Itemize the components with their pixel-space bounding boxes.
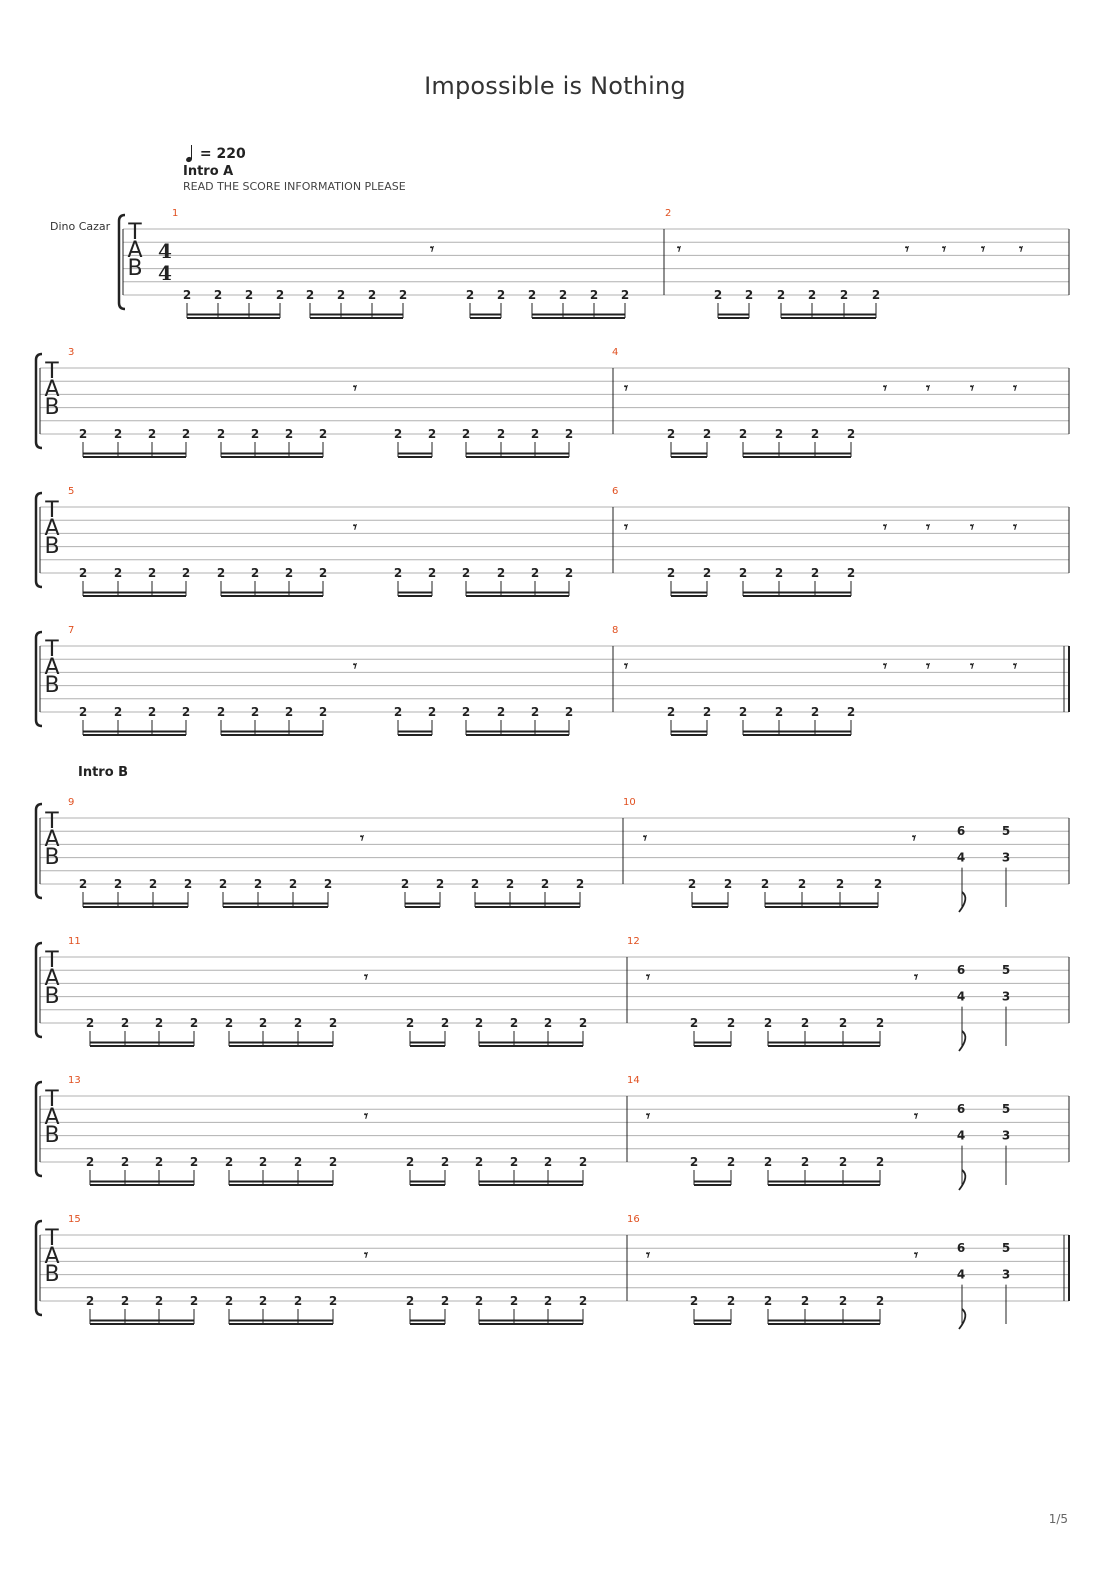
eighth-rest: 𝄾: [970, 518, 974, 536]
fret-number: 2: [589, 288, 599, 302]
bar-number: 16: [627, 1214, 640, 1225]
fret-number: 2: [244, 288, 254, 302]
fret-number: 2: [543, 1016, 553, 1030]
tab-letter-b: B: [44, 845, 60, 870]
bar-number: 11: [68, 936, 81, 947]
fret-number: 2: [527, 288, 537, 302]
fret-number: 2: [440, 1016, 450, 1030]
eighth-rest: 𝄾: [912, 829, 916, 847]
fret-number: 2: [189, 1294, 199, 1308]
fret-number: 2: [800, 1016, 810, 1030]
fret-number: 2: [726, 1016, 736, 1030]
tab-letter-a: A: [44, 1244, 60, 1269]
fret-number: 2: [427, 566, 437, 580]
tempo-value: = 220: [199, 146, 246, 162]
tab-letter-t: T: [45, 1226, 59, 1251]
eighth-rest: 𝄾: [364, 968, 368, 986]
fret-number: 2: [838, 1294, 848, 1308]
bar-number: 1: [172, 208, 179, 219]
chord-fret-upper: 6: [956, 1102, 966, 1117]
fret-number: 2: [393, 566, 403, 580]
eighth-rest: 𝄾: [914, 1107, 918, 1125]
fret-number: 2: [763, 1155, 773, 1169]
eighth-rest: 𝄾: [646, 1246, 650, 1264]
fret-number: 2: [147, 705, 157, 719]
tab-letter-t: T: [45, 498, 59, 523]
chord-fret-upper: 6: [956, 963, 966, 978]
fret-number: 2: [530, 705, 540, 719]
eighth-rest: 𝄾: [883, 518, 887, 536]
fret-number: 2: [873, 877, 883, 891]
fret-number: 2: [689, 1294, 699, 1308]
fret-number: 2: [258, 1294, 268, 1308]
fret-number: 2: [689, 1155, 699, 1169]
fret-number: 2: [253, 877, 263, 891]
fret-number: 2: [578, 1294, 588, 1308]
fret-number: 2: [258, 1155, 268, 1169]
fret-number: 2: [509, 1155, 519, 1169]
fret-number: 2: [284, 566, 294, 580]
fret-number: 2: [578, 1155, 588, 1169]
fret-number: 2: [78, 877, 88, 891]
fret-number: 2: [154, 1155, 164, 1169]
fret-number: 2: [120, 1016, 130, 1030]
fret-number: 2: [284, 427, 294, 441]
tab-letter-a: A: [44, 377, 60, 402]
fret-number: 2: [871, 288, 881, 302]
fret-number: 2: [154, 1016, 164, 1030]
eighth-rest: 𝄾: [926, 518, 930, 536]
tab-letter-b: B: [127, 256, 143, 281]
fret-number: 2: [393, 705, 403, 719]
fret-number: 2: [120, 1155, 130, 1169]
fret-number: 2: [284, 705, 294, 719]
fret-number: 2: [810, 566, 820, 580]
tab-letter-b: B: [44, 395, 60, 420]
fret-number: 2: [564, 566, 574, 580]
fret-number: 2: [875, 1016, 885, 1030]
fret-number: 2: [470, 877, 480, 891]
fret-number: 2: [846, 427, 856, 441]
fret-number: 2: [474, 1294, 484, 1308]
fret-number: 2: [78, 705, 88, 719]
fret-number: 2: [558, 288, 568, 302]
fret-number: 2: [713, 288, 723, 302]
fret-number: 2: [328, 1294, 338, 1308]
eighth-rest: 𝄾: [1019, 240, 1023, 258]
eighth-rest: 𝄾: [353, 518, 357, 536]
fret-number: 2: [147, 427, 157, 441]
eighth-rest: 𝄾: [624, 379, 628, 397]
fret-number: 2: [838, 1155, 848, 1169]
fret-number: 2: [496, 427, 506, 441]
chord-fret-upper: 5: [1001, 824, 1011, 839]
score-title: Impossible is Nothing: [424, 72, 686, 100]
bar-number: 7: [68, 625, 75, 636]
tab-letter-b: B: [44, 673, 60, 698]
chord-fret-upper: 5: [1001, 1102, 1011, 1117]
bar-number: 6: [612, 486, 619, 497]
eighth-rest: 𝄾: [360, 829, 364, 847]
fret-number: 2: [810, 705, 820, 719]
eighth-rest: 𝄾: [353, 379, 357, 397]
fret-number: 2: [154, 1294, 164, 1308]
eighth-rest: 𝄾: [643, 829, 647, 847]
fret-number: 2: [275, 288, 285, 302]
fret-number: 2: [465, 288, 475, 302]
fret-number: 2: [288, 877, 298, 891]
chord-fret-lower: 3: [1001, 1128, 1011, 1143]
fret-number: 2: [189, 1155, 199, 1169]
fret-number: 2: [293, 1155, 303, 1169]
fret-number: 2: [763, 1294, 773, 1308]
fret-number: 2: [776, 288, 786, 302]
eighth-rest: 𝄾: [677, 240, 681, 258]
eighth-rest: 𝄾: [624, 518, 628, 536]
bar-number: 8: [612, 625, 619, 636]
fret-number: 2: [405, 1294, 415, 1308]
fret-number: 2: [113, 877, 123, 891]
fret-number: 2: [509, 1294, 519, 1308]
eighth-rest: 𝄾: [646, 1107, 650, 1125]
fret-number: 2: [875, 1294, 885, 1308]
eighth-rest: 𝄾: [364, 1107, 368, 1125]
fret-number: 2: [213, 288, 223, 302]
tab-letter-a: A: [44, 655, 60, 680]
chord-fret-lower: 4: [956, 1128, 966, 1143]
bar-number: 4: [612, 347, 619, 358]
eighth-rest: 𝄾: [981, 240, 985, 258]
fret-number: 2: [461, 566, 471, 580]
fret-number: 2: [702, 705, 712, 719]
fret-number: 2: [393, 427, 403, 441]
fret-number: 2: [689, 1016, 699, 1030]
fret-number: 2: [461, 705, 471, 719]
chord-fret-lower: 3: [1001, 989, 1011, 1004]
tab-letter-a: A: [44, 1105, 60, 1130]
chord-fret-lower: 3: [1001, 850, 1011, 865]
fret-number: 2: [250, 566, 260, 580]
fret-number: 2: [800, 1155, 810, 1169]
fret-number: 2: [181, 705, 191, 719]
tab-letter-a: A: [127, 238, 143, 263]
fret-number: 2: [543, 1155, 553, 1169]
fret-number: 2: [846, 705, 856, 719]
eighth-rest: 𝄾: [942, 240, 946, 258]
fret-number: 2: [147, 566, 157, 580]
eighth-rest: 𝄾: [926, 379, 930, 397]
fret-number: 2: [405, 1155, 415, 1169]
chord-fret-upper: 5: [1001, 963, 1011, 978]
eighth-rest: 𝄾: [1013, 379, 1017, 397]
eighth-rest: 𝄾: [914, 968, 918, 986]
fret-number: 2: [846, 566, 856, 580]
fret-number: 2: [760, 877, 770, 891]
fret-number: 2: [258, 1016, 268, 1030]
section-intro-b: Intro B: [78, 765, 129, 780]
fret-number: 2: [726, 1294, 736, 1308]
score-info-note: READ THE SCORE INFORMATION PLEASE: [183, 180, 406, 193]
fret-number: 2: [183, 877, 193, 891]
fret-number: 2: [427, 705, 437, 719]
fret-number: 2: [726, 1155, 736, 1169]
fret-number: 2: [216, 427, 226, 441]
tab-letter-b: B: [44, 534, 60, 559]
fret-number: 2: [763, 1016, 773, 1030]
fret-number: 2: [318, 705, 328, 719]
fret-number: 2: [807, 288, 817, 302]
fret-number: 2: [405, 1016, 415, 1030]
bar-number: 13: [68, 1075, 81, 1086]
fret-number: 2: [496, 288, 506, 302]
eighth-rest: 𝄾: [905, 240, 909, 258]
fret-number: 2: [216, 566, 226, 580]
bar-number: 15: [68, 1214, 81, 1225]
chord-fret-lower: 3: [1001, 1267, 1011, 1282]
fret-number: 2: [774, 705, 784, 719]
fret-number: 2: [224, 1294, 234, 1308]
fret-number: 2: [113, 427, 123, 441]
chord-fret-lower: 4: [956, 1267, 966, 1282]
fret-number: 2: [85, 1294, 95, 1308]
fret-number: 2: [250, 705, 260, 719]
tab-letter-b: B: [44, 1262, 60, 1287]
fret-number: 2: [328, 1155, 338, 1169]
eighth-rest: 𝄾: [353, 657, 357, 675]
tab-letter-a: A: [44, 966, 60, 991]
page-number: 1/5: [1048, 1512, 1068, 1526]
fret-number: 2: [435, 877, 445, 891]
eighth-rest: 𝄾: [430, 240, 434, 258]
fret-number: 2: [113, 705, 123, 719]
fret-number: 2: [113, 566, 123, 580]
bar-number: 14: [627, 1075, 640, 1086]
bar-number: 12: [627, 936, 640, 947]
time-signature-bottom: 4: [158, 261, 172, 285]
fret-number: 2: [666, 705, 676, 719]
fret-number: 2: [85, 1016, 95, 1030]
instrument-name: Dino Cazar: [50, 220, 111, 233]
fret-number: 2: [744, 288, 754, 302]
tab-letter-t: T: [45, 359, 59, 384]
fret-number: 2: [774, 566, 784, 580]
fret-number: 2: [400, 877, 410, 891]
fret-number: 2: [505, 877, 515, 891]
time-signature-top: 4: [158, 239, 172, 263]
eighth-rest: 𝄾: [883, 379, 887, 397]
fret-number: 2: [839, 288, 849, 302]
fret-number: 2: [148, 877, 158, 891]
fret-number: 2: [578, 1016, 588, 1030]
fret-number: 2: [666, 427, 676, 441]
eighth-rest: 𝄾: [646, 968, 650, 986]
fret-number: 2: [575, 877, 585, 891]
tab-letter-t: T: [128, 220, 142, 245]
fret-number: 2: [182, 288, 192, 302]
tab-letter-b: B: [44, 1123, 60, 1148]
eighth-rest: 𝄾: [914, 1246, 918, 1264]
fret-number: 2: [738, 705, 748, 719]
eighth-rest: 𝄾: [624, 657, 628, 675]
fret-number: 2: [474, 1155, 484, 1169]
fret-number: 2: [305, 288, 315, 302]
fret-number: 2: [367, 288, 377, 302]
fret-number: 2: [540, 877, 550, 891]
fret-number: 2: [496, 705, 506, 719]
fret-number: 2: [440, 1155, 450, 1169]
fret-number: 2: [702, 427, 712, 441]
chord-fret-lower: 4: [956, 989, 966, 1004]
fret-number: 2: [318, 427, 328, 441]
tab-letter-t: T: [45, 1087, 59, 1112]
fret-number: 2: [810, 427, 820, 441]
bar-number: 9: [68, 797, 75, 808]
fret-number: 2: [224, 1016, 234, 1030]
eighth-rest: 𝄾: [364, 1246, 368, 1264]
fret-number: 2: [427, 427, 437, 441]
fret-number: 2: [336, 288, 346, 302]
fret-number: 2: [250, 427, 260, 441]
fret-number: 2: [328, 1016, 338, 1030]
bar-number: 2: [665, 208, 672, 219]
fret-number: 2: [687, 877, 697, 891]
fret-number: 2: [189, 1016, 199, 1030]
chord-fret-upper: 6: [956, 824, 966, 839]
fret-number: 2: [323, 877, 333, 891]
eighth-rest: 𝄾: [883, 657, 887, 675]
fret-number: 2: [738, 566, 748, 580]
bar-number: 10: [623, 797, 636, 808]
fret-number: 2: [800, 1294, 810, 1308]
tab-letter-t: T: [45, 809, 59, 834]
tab-letter-b: B: [44, 984, 60, 1009]
fret-number: 2: [875, 1155, 885, 1169]
fret-number: 2: [723, 877, 733, 891]
fret-number: 2: [461, 427, 471, 441]
fret-number: 2: [530, 427, 540, 441]
fret-number: 2: [218, 877, 228, 891]
fret-number: 2: [530, 566, 540, 580]
fret-number: 2: [120, 1294, 130, 1308]
eighth-rest: 𝄾: [970, 657, 974, 675]
fret-number: 2: [318, 566, 328, 580]
fret-number: 2: [666, 566, 676, 580]
fret-number: 2: [440, 1294, 450, 1308]
fret-number: 2: [85, 1155, 95, 1169]
fret-number: 2: [564, 705, 574, 719]
chord-fret-upper: 6: [956, 1241, 966, 1256]
fret-number: 2: [738, 427, 748, 441]
fret-number: 2: [496, 566, 506, 580]
fret-number: 2: [78, 566, 88, 580]
fret-number: 2: [509, 1016, 519, 1030]
fret-number: 2: [702, 566, 712, 580]
fret-number: 2: [224, 1155, 234, 1169]
fret-number: 2: [78, 427, 88, 441]
fret-number: 2: [216, 705, 226, 719]
fret-number: 2: [774, 427, 784, 441]
fret-number: 2: [797, 877, 807, 891]
fret-number: 2: [293, 1294, 303, 1308]
fret-number: 2: [543, 1294, 553, 1308]
fret-number: 2: [181, 566, 191, 580]
fret-number: 2: [293, 1016, 303, 1030]
eighth-rest: 𝄾: [970, 379, 974, 397]
eighth-rest: 𝄾: [1013, 657, 1017, 675]
tab-letter-t: T: [45, 948, 59, 973]
fret-number: 2: [474, 1016, 484, 1030]
chord-fret-lower: 4: [956, 850, 966, 865]
tab-letter-a: A: [44, 516, 60, 541]
fret-number: 2: [564, 427, 574, 441]
chord-fret-upper: 5: [1001, 1241, 1011, 1256]
fret-number: 2: [835, 877, 845, 891]
tab-letter-a: A: [44, 827, 60, 852]
section-intro-a: Intro A: [183, 164, 234, 179]
bar-number: 5: [68, 486, 75, 497]
fret-number: 2: [620, 288, 630, 302]
eighth-rest: 𝄾: [926, 657, 930, 675]
tab-letter-t: T: [45, 637, 59, 662]
fret-number: 2: [838, 1016, 848, 1030]
fret-number: 2: [181, 427, 191, 441]
bar-number: 3: [68, 347, 75, 358]
eighth-rest: 𝄾: [1013, 518, 1017, 536]
fret-number: 2: [398, 288, 408, 302]
